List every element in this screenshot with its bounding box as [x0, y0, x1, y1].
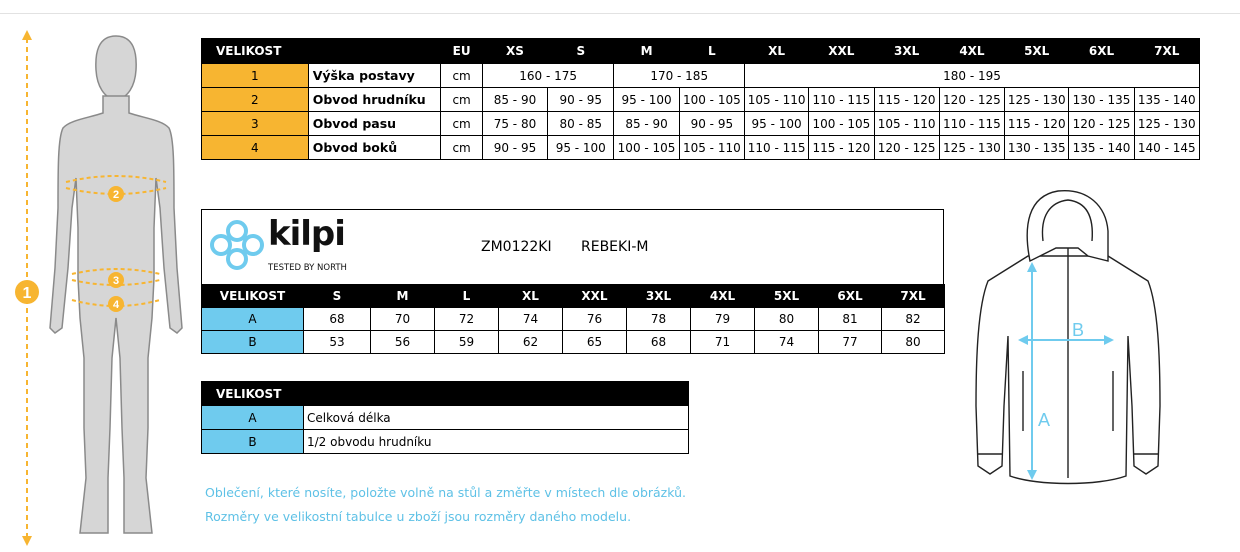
unit-cell: cm	[441, 112, 482, 136]
marker-hips	[108, 296, 124, 312]
header-size: M	[371, 285, 435, 308]
header-size: XXL	[563, 285, 627, 308]
header-size: 6XL	[1069, 39, 1134, 64]
row-number: 2	[202, 88, 309, 112]
value-cell: 95 - 100	[548, 136, 614, 160]
row-label: Obvod boků	[308, 136, 441, 160]
table-row	[202, 430, 689, 454]
value-cell: 110 - 115	[744, 136, 808, 160]
header-size: 4XL	[939, 39, 1004, 64]
value-cell: 75 - 80	[482, 112, 547, 136]
header-size: XL	[744, 39, 808, 64]
top-divider	[0, 13, 1240, 14]
torso-shape	[50, 96, 182, 533]
header-velikost: VELIKOST	[202, 382, 689, 406]
value-cell: 80 - 85	[548, 112, 614, 136]
row-number: 1	[202, 64, 309, 88]
value-cell: 62	[499, 331, 563, 354]
header-size: 5XL	[755, 285, 819, 308]
unit-cell: cm	[441, 136, 482, 160]
value-cell: 135 - 140	[1069, 136, 1134, 160]
table-row	[202, 88, 1200, 112]
model-table-header	[202, 285, 945, 308]
value-cell: 90 - 95	[679, 112, 744, 136]
table-row	[202, 331, 945, 354]
value-cell: 125 - 130	[1005, 88, 1069, 112]
value-cell: 80	[882, 331, 945, 354]
jacket-illustration	[968, 186, 1168, 492]
marker-chest	[108, 186, 124, 202]
value-cell: 110 - 115	[939, 112, 1004, 136]
measurement-note: Oblečení, které nosíte, položte volně na stůl a změřte v místech dle obrázků.	[205, 485, 686, 500]
size-chart-table	[201, 38, 1200, 160]
value-cell: 135 - 140	[1134, 88, 1199, 112]
header-size: 3XL	[874, 39, 939, 64]
value-cell: 160 - 175	[482, 64, 614, 88]
header-size: XS	[482, 39, 547, 64]
header-size: S	[548, 39, 614, 64]
marker-a: A	[1038, 410, 1051, 430]
value-cell: 105 - 110	[679, 136, 744, 160]
value-cell: 105 - 110	[874, 112, 939, 136]
value-cell: 130 - 135	[1069, 88, 1134, 112]
kilpi-logo-icon	[208, 218, 266, 272]
header-size: 4XL	[691, 285, 755, 308]
size-chart-header	[202, 39, 1200, 64]
value-cell: 74	[499, 308, 563, 331]
value-cell: 100 - 105	[614, 136, 679, 160]
model-dimensions-note: Rozměry ve velikostní tabulce u zboží jsou rozměry daného modelu.	[205, 509, 632, 524]
value-cell: 56	[371, 331, 435, 354]
marker-b: B	[1072, 320, 1085, 340]
marker-waist	[108, 272, 124, 288]
header-size: M	[614, 39, 679, 64]
value-cell: 85 - 90	[482, 88, 547, 112]
value-cell: 65	[563, 331, 627, 354]
table-row	[202, 112, 1200, 136]
svg-text:1: 1	[22, 285, 32, 302]
value-cell: 82	[882, 308, 945, 331]
brand-header	[201, 209, 944, 284]
row-label: A	[202, 308, 304, 331]
svg-text:2: 2	[112, 189, 120, 201]
value-cell: 120 - 125	[1069, 112, 1134, 136]
value-cell: 180 - 195	[744, 64, 1199, 88]
value-cell: 125 - 130	[939, 136, 1004, 160]
value-cell: 120 - 125	[874, 136, 939, 160]
value-cell: 115 - 120	[1005, 112, 1069, 136]
row-label: B	[202, 331, 304, 354]
model-size-table	[201, 284, 945, 354]
header-size: XXL	[809, 39, 874, 64]
value-cell: 72	[435, 308, 499, 331]
header-size: 3XL	[627, 285, 691, 308]
header-size: S	[304, 285, 371, 308]
unit-cell: cm	[441, 64, 482, 88]
value-cell: 100 - 105	[809, 112, 874, 136]
value-cell: 105 - 110	[744, 88, 808, 112]
header-velikost: VELIKOST	[202, 285, 304, 308]
product-code: ZM0122KI	[481, 239, 552, 255]
header-size: XL	[499, 285, 563, 308]
value-cell: 59	[435, 331, 499, 354]
brand-name: kilpi	[268, 214, 345, 254]
header-size: 6XL	[819, 285, 882, 308]
header-size: 5XL	[1005, 39, 1069, 64]
row-label: B	[202, 430, 304, 454]
value-cell: 90 - 95	[482, 136, 547, 160]
marker-height	[15, 280, 39, 304]
row-label: Výška postavy	[308, 64, 441, 88]
row-label: Obvod pasu	[308, 112, 441, 136]
value-cell: 53	[304, 331, 371, 354]
header-velikost: VELIKOST	[202, 39, 441, 64]
table-row	[202, 406, 689, 430]
value-cell: 140 - 145	[1134, 136, 1199, 160]
table-row	[202, 308, 945, 331]
value-cell: 68	[304, 308, 371, 331]
value-cell: 95 - 100	[614, 88, 679, 112]
value-cell: 90 - 95	[548, 88, 614, 112]
value-cell: 81	[819, 308, 882, 331]
value-cell: 68	[627, 331, 691, 354]
value-cell: 115 - 120	[874, 88, 939, 112]
value-cell: 74	[755, 331, 819, 354]
legend-description: Celková délka	[304, 406, 689, 430]
unit-cell: cm	[441, 88, 482, 112]
table-row	[202, 136, 1200, 160]
legend-header	[202, 382, 689, 406]
value-cell: 77	[819, 331, 882, 354]
value-cell: 110 - 115	[809, 88, 874, 112]
table-row	[202, 64, 1200, 88]
value-cell: 85 - 90	[614, 112, 679, 136]
row-label: A	[202, 406, 304, 430]
value-cell: 80	[755, 308, 819, 331]
value-cell: 100 - 105	[679, 88, 744, 112]
value-cell: 95 - 100	[744, 112, 808, 136]
measurement-legend-table	[201, 381, 689, 454]
value-cell: 76	[563, 308, 627, 331]
header-size: 7XL	[1134, 39, 1199, 64]
value-cell: 170 - 185	[614, 64, 745, 88]
row-label: Obvod hrudníku	[308, 88, 441, 112]
value-cell: 71	[691, 331, 755, 354]
value-cell: 79	[691, 308, 755, 331]
body-figure-illustration	[0, 28, 200, 548]
header-eu: EU	[441, 39, 482, 64]
header-size: L	[679, 39, 744, 64]
svg-text:4: 4	[112, 299, 120, 311]
svg-text:3: 3	[112, 275, 120, 287]
value-cell: 130 - 135	[1005, 136, 1069, 160]
value-cell: 120 - 125	[939, 88, 1004, 112]
row-number: 3	[202, 112, 309, 136]
row-number: 4	[202, 136, 309, 160]
value-cell: 115 - 120	[809, 136, 874, 160]
header-size: L	[435, 285, 499, 308]
value-cell: 70	[371, 308, 435, 331]
header-size: 7XL	[882, 285, 945, 308]
value-cell: 125 - 130	[1134, 112, 1199, 136]
legend-description: 1/2 obvodu hrudníku	[304, 430, 689, 454]
product-name: REBEKI-M	[581, 239, 649, 255]
brand-tagline: TESTED BY NORTH	[268, 263, 347, 273]
value-cell: 78	[627, 308, 691, 331]
head-shape	[96, 36, 136, 100]
